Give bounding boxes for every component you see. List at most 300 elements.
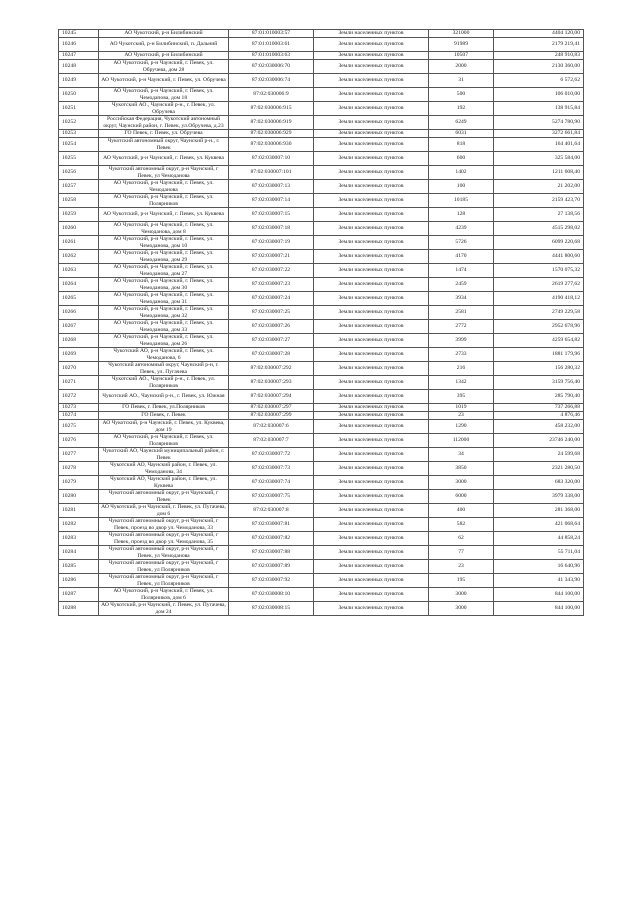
cadastral-number: 87:02:030007:19	[229, 236, 314, 250]
land-category: Земли населенных пунктов	[314, 462, 429, 476]
cadastral-cost: 106 010,00	[494, 88, 584, 102]
area-value: 128	[429, 208, 494, 222]
cadastral-cost: 138 915,84	[494, 102, 584, 116]
cadastral-cost: 4 876,46	[494, 412, 584, 420]
area-value: 6031	[429, 130, 494, 138]
row-number: 10283	[59, 532, 99, 546]
cadastral-number: 87:02:030007:101	[229, 166, 314, 180]
table-row	[59, 166, 584, 180]
row-number: 10265	[59, 292, 99, 306]
cadastral-number: 87:02:030007:24	[229, 292, 314, 306]
row-number: 10273	[59, 404, 99, 412]
land-category: Земли населенных пунктов	[314, 362, 429, 376]
land-category: Земли населенных пунктов	[314, 412, 429, 420]
land-category: Земли населенных пунктов	[314, 588, 429, 602]
table-row	[59, 412, 584, 420]
area-value: 112000	[429, 434, 494, 448]
address: Российская Федерация, Чукотский автономный округ, Чаунский район, г. Певек, ул.Обручева, д.23	[99, 116, 229, 130]
cadastral-number: 87:02:030007:10	[229, 152, 314, 166]
cadastral-cost: 325 584,00	[494, 152, 584, 166]
area-value: 2459	[429, 278, 494, 292]
address: Чукотский автономный округ, р-н Чаунский, г Певек, ул Чемоданова	[99, 546, 229, 560]
table-row	[59, 476, 584, 490]
cadastral-number: 87:02:030006:929	[229, 130, 314, 138]
cadastral-cost: 844 100,00	[494, 602, 584, 616]
area-value: 192	[429, 102, 494, 116]
cadastral-cost: 1881 179,96	[494, 348, 584, 362]
table-row	[59, 306, 584, 320]
cadastral-cost: 41 343,90	[494, 574, 584, 588]
area-value: 1342	[429, 376, 494, 390]
area-value: 3000	[429, 476, 494, 490]
address: АО Чукотский, р-н Чаунский, г. Певек, ул. Полярников	[99, 434, 229, 448]
address: АО Чукотский, р-н Чаунский, г. Певек, ул. Чемоданова, дом 10	[99, 236, 229, 250]
table-row	[59, 74, 584, 88]
row-number: 10267	[59, 320, 99, 334]
row-number: 10285	[59, 560, 99, 574]
land-category: Земли населенных пунктов	[314, 434, 429, 448]
address: Чукотский автономный округ, р-н Чаунский, г Певек, проезд во двор ул. Чемоданова, 33	[99, 518, 229, 532]
address: АО Чукотский, р-н Чаунский, г. Певек, ул. Пугачева, дом 24	[99, 602, 229, 616]
table-row	[59, 348, 584, 362]
row-number: 10288	[59, 602, 99, 616]
row-number: 10250	[59, 88, 99, 102]
row-number: 10268	[59, 334, 99, 348]
area-value: 400	[429, 504, 494, 518]
cadastral-number: 87:02:030007:28	[229, 348, 314, 362]
table-row	[59, 462, 584, 476]
row-number: 10254	[59, 138, 99, 152]
land-category: Земли населенных пунктов	[314, 138, 429, 152]
table-row	[59, 138, 584, 152]
address: АО Чукотский, р-н Чаунский, г. Певек, ул. Чемоданова, дом 32	[99, 306, 229, 320]
cadastral-number: 87:02:030007:25	[229, 306, 314, 320]
cadastral-value-table	[58, 29, 584, 616]
area-value: 600	[429, 152, 494, 166]
land-category: Земли населенных пунктов	[314, 130, 429, 138]
address: Чукотский АО, р-н Чаунский, г. Певек, ул. Чемоданова, 6	[99, 348, 229, 362]
table-row	[59, 250, 584, 264]
area-value: 77	[429, 546, 494, 560]
area-value: 2772	[429, 320, 494, 334]
area-value: 582	[429, 518, 494, 532]
cadastral-number: 87:01:010003:57	[229, 30, 314, 38]
area-value: 10507	[429, 52, 494, 60]
area-value: 195	[429, 574, 494, 588]
address: Чукотский автономный округ, р-н Чаунский, г Певек, проезд во двор ул. Чемоданова, 35	[99, 532, 229, 546]
cadastral-cost: 5274 780,90	[494, 116, 584, 130]
land-category: Земли населенных пунктов	[314, 102, 429, 116]
land-category: Земли населенных пунктов	[314, 306, 429, 320]
cadastral-cost: 421 068,64	[494, 518, 584, 532]
table-row	[59, 420, 584, 434]
area-value: 5726	[429, 236, 494, 250]
cadastral-number: 87:02:030006:930	[229, 138, 314, 152]
address: АО Чукотский, р-н Чаунский, г. Певек, ул. Чемоданова, дом 31	[99, 292, 229, 306]
table-row	[59, 292, 584, 306]
address: Чукотский АО., Чаунский р-н., г. Певек, ул. Южная	[99, 390, 229, 404]
cadastral-cost: 24 599,68	[494, 448, 584, 462]
area-value: 3000	[429, 602, 494, 616]
table-row	[59, 546, 584, 560]
row-number: 10261	[59, 236, 99, 250]
land-category: Земли населенных пунктов	[314, 38, 429, 52]
land-category: Земли населенных пунктов	[314, 348, 429, 362]
land-category: Земли населенных пунктов	[314, 152, 429, 166]
table-row	[59, 194, 584, 208]
cadastral-number: 87:02:030007:294	[229, 390, 314, 404]
row-number: 10270	[59, 362, 99, 376]
cadastral-number: 87:02:030007:82	[229, 532, 314, 546]
cadastral-cost: 27 138,56	[494, 208, 584, 222]
cadastral-cost: 16 640,96	[494, 560, 584, 574]
address: АО Чукотский, р-н Чаунский, г. Певек, ул. Пугачева, дом 6	[99, 504, 229, 518]
cadastral-number: 87:02:030007:22	[229, 264, 314, 278]
row-number: 10272	[59, 390, 99, 404]
table-row	[59, 560, 584, 574]
land-category: Земли населенных пунктов	[314, 546, 429, 560]
land-category: Земли населенных пунктов	[314, 52, 429, 60]
address: АО Чукотский, р-н Чаунский, г. Певек, ул. Чемоданова, дом 33	[99, 320, 229, 334]
row-number: 10286	[59, 574, 99, 588]
area-value: 4170	[429, 250, 494, 264]
row-number: 10260	[59, 222, 99, 236]
row-number: 10255	[59, 152, 99, 166]
address: Чукотский АО, Чаунский район, г. Певек, ул. Куквева	[99, 476, 229, 490]
area-value: 2581	[429, 306, 494, 320]
land-category: Земли населенных пунктов	[314, 208, 429, 222]
cadastral-number: 87:02:030007:21	[229, 250, 314, 264]
land-category: Земли населенных пунктов	[314, 476, 429, 490]
land-category: Земли населенных пунктов	[314, 74, 429, 88]
cadastral-number: 87:02:030007:26	[229, 320, 314, 334]
land-category: Земли населенных пунктов	[314, 390, 429, 404]
table-row	[59, 588, 584, 602]
address: АО Чукотский, р-н Чаунский, г. Певек, ул. Чемоданова, дом 26	[99, 334, 229, 348]
address: АО Чукотский, р-н Чаунский, г. Певек, ул. Куквева	[99, 152, 229, 166]
cadastral-number: 87:02:030007:293	[229, 376, 314, 390]
table-body	[59, 30, 584, 616]
land-category: Земли населенных пунктов	[314, 264, 429, 278]
row-number: 10277	[59, 448, 99, 462]
area-value: 3850	[429, 462, 494, 476]
land-category: Земли населенных пунктов	[314, 222, 429, 236]
row-number: 10271	[59, 376, 99, 390]
table-row	[59, 60, 584, 74]
area-value: 1290	[429, 420, 494, 434]
land-category: Земли населенных пунктов	[314, 88, 429, 102]
address: АО Чукотский, р-н Чаунский, г. Певек, ул. Полярников	[99, 194, 229, 208]
cadastral-cost: 2130 360,00	[494, 60, 584, 74]
cadastral-number: 87:02:030007:297	[229, 404, 314, 412]
area-value: 395	[429, 390, 494, 404]
table-row	[59, 264, 584, 278]
row-number: 10262	[59, 250, 99, 264]
table-row	[59, 222, 584, 236]
cadastral-cost: 2749 229,58	[494, 306, 584, 320]
row-number: 10264	[59, 278, 99, 292]
cadastral-number: 87:01:010003:63	[229, 52, 314, 60]
cadastral-number: 87:02:030008:15	[229, 602, 314, 616]
table-row	[59, 390, 584, 404]
cadastral-number: 87:02:030007:74	[229, 476, 314, 490]
row-number: 10266	[59, 306, 99, 320]
address: АО Чукотский, р-н Чаунский, г. Певек, ул. Чемоданова, дом 8	[99, 222, 229, 236]
land-category: Земли населенных пунктов	[314, 574, 429, 588]
area-value: 3000	[429, 588, 494, 602]
table-row	[59, 30, 584, 38]
land-category: Земли населенных пунктов	[314, 602, 429, 616]
address: АО Чукотский, р-н Чаунский, г. Певек, ул. Чемоданова, дом 27	[99, 264, 229, 278]
cadastral-number: 87:02:030006:919	[229, 116, 314, 130]
cadastral-number: 87:02:030007:81	[229, 518, 314, 532]
row-number: 10274	[59, 412, 99, 420]
area-value: 1474	[429, 264, 494, 278]
row-number: 10263	[59, 264, 99, 278]
row-number: 10247	[59, 52, 99, 60]
land-category: Земли населенных пунктов	[314, 194, 429, 208]
cadastral-cost: 55 711,04	[494, 546, 584, 560]
table-row	[59, 434, 584, 448]
cadastral-cost: 2619 277,62	[494, 278, 584, 292]
table-row	[59, 152, 584, 166]
address: Чукотский автономный округ, р-н Чаунский, г Певек, ул Чемоданова	[99, 166, 229, 180]
address: АО Чукотский, р-н Чаунский, г. Певек, ул. Чемоданова	[99, 180, 229, 194]
cadastral-cost: 285 790,40	[494, 390, 584, 404]
cadastral-number: 87:02:030007:299	[229, 412, 314, 420]
area-value: 6000	[429, 490, 494, 504]
cadastral-number: 87:02:030006:915	[229, 102, 314, 116]
land-category: Земли населенных пунктов	[314, 518, 429, 532]
row-number: 10256	[59, 166, 99, 180]
area-value: 23	[429, 412, 494, 420]
cadastral-cost: 281 368,00	[494, 504, 584, 518]
area-value: 216	[429, 362, 494, 376]
table-row	[59, 404, 584, 412]
land-category: Земли населенных пунктов	[314, 532, 429, 546]
area-value: 4239	[429, 222, 494, 236]
cadastral-cost: 44 858,24	[494, 532, 584, 546]
address: Чукотский автономный округ, Чаунский р-н., г. Певек	[99, 138, 229, 152]
address: Чукотский автономный округ, р-н Чаунский, г Певек, ул Полярников	[99, 574, 229, 588]
cadastral-number: 87:02:030007:13	[229, 180, 314, 194]
cadastral-cost: 2179 219,41	[494, 38, 584, 52]
cadastral-number: 87:02:030007:292	[229, 362, 314, 376]
address: АО Чукотский, р-н Чаунский, г. Певек, ул. Куквева, дом 19	[99, 420, 229, 434]
area-value: 1019	[429, 404, 494, 412]
table-row	[59, 376, 584, 390]
cadastral-cost: 21 202,00	[494, 180, 584, 194]
address: АО Чукотский, р-н Чаунский, г. Певек, ул. Обручева, дом 28	[99, 60, 229, 74]
land-category: Земли населенных пунктов	[314, 560, 429, 574]
row-number: 10282	[59, 518, 99, 532]
cadastral-number: 87:02:030006:70	[229, 60, 314, 74]
table-row	[59, 518, 584, 532]
cadastral-cost: 6099 220,68	[494, 236, 584, 250]
land-category: Земли населенных пунктов	[314, 236, 429, 250]
cadastral-cost: 3159 756,40	[494, 376, 584, 390]
cadastral-cost: 6 572,62	[494, 74, 584, 88]
area-value: 23	[429, 560, 494, 574]
row-number: 10253	[59, 130, 99, 138]
land-category: Земли населенных пунктов	[314, 180, 429, 194]
cadastral-number: 87:02:030007:7	[229, 434, 314, 448]
address: АО Чукотский, р-н Чаунский, г. Певек, ул. Полярников, дом 6	[99, 588, 229, 602]
area-value: 6249	[429, 116, 494, 130]
address: АО Чукотский, р-н Чаунский, г. Певек, ул. Чемодапова, дом 18	[99, 88, 229, 102]
area-value: 31	[429, 74, 494, 88]
address: АО Чукотский, р-н Чаунский, г. Певек, ул. Обручева	[99, 74, 229, 88]
row-number: 10246	[59, 38, 99, 52]
land-category: Земли населенных пунктов	[314, 448, 429, 462]
row-number: 10257	[59, 180, 99, 194]
cadastral-cost: 1211 608,40	[494, 166, 584, 180]
row-number: 10249	[59, 74, 99, 88]
cadastral-number: 87:02:030007:14	[229, 194, 314, 208]
address: Чукотский автономный округ, р-н Чаунский, г Певек	[99, 490, 229, 504]
area-value: 3934	[429, 292, 494, 306]
cadastral-cost: 2159 423,70	[494, 194, 584, 208]
cadastral-number: 87:02:030006:9	[229, 88, 314, 102]
cadastral-number: 87:01:010003:61	[229, 38, 314, 52]
land-category: Земли населенных пунктов	[314, 320, 429, 334]
address: АО Чукотский, р-н Чаунский, г. Певек, ул. Чемоданова, дом 29	[99, 250, 229, 264]
land-category: Земли населенных пунктов	[314, 116, 429, 130]
table-row	[59, 208, 584, 222]
land-category: Земли населенных пунктов	[314, 504, 429, 518]
address: АО Чукотский, р-н Чаунский, г. Певек, ул. Чемоданова, дом 30	[99, 278, 229, 292]
cadastral-number: 87:02:030007:8	[229, 504, 314, 518]
row-number: 10258	[59, 194, 99, 208]
area-value: 100	[429, 180, 494, 194]
row-number: 10251	[59, 102, 99, 116]
cadastral-cost: 4259 654,82	[494, 334, 584, 348]
cadastral-cost: 156 280,32	[494, 362, 584, 376]
row-number: 10245	[59, 30, 99, 38]
land-category: Земли населенных пунктов	[314, 404, 429, 412]
cadastral-cost: 683 320,00	[494, 476, 584, 490]
area-value: 2000	[429, 60, 494, 74]
cadastral-number: 87:02:030008:10	[229, 588, 314, 602]
address: ГО Певек, г. Певек	[99, 412, 229, 420]
address: Чукотский АО, Чаунский район, г. Певек, ул. Чемоданова, 34	[99, 462, 229, 476]
row-number: 10279	[59, 476, 99, 490]
address: Чукотский автономный округ, р-н Чаунский, г Певек, ул Полярников	[99, 560, 229, 574]
land-category: Земли населенных пунктов	[314, 292, 429, 306]
land-category: Земли населенных пунктов	[314, 376, 429, 390]
row-number: 10280	[59, 490, 99, 504]
address: АО Чукотский, р-н Билибинский, п. Дальний	[99, 38, 229, 52]
table-row	[59, 116, 584, 130]
table-row	[59, 102, 584, 116]
cadastral-number: 87:02:030007:23	[229, 278, 314, 292]
table-row	[59, 52, 584, 60]
area-value: 321000	[429, 30, 494, 38]
row-number: 10287	[59, 588, 99, 602]
address: Чукотский АО., Чаунский р-н., г. Певек, ул. Обручева	[99, 102, 229, 116]
address: Чукотский автономный округ, Чаунский р-н, г. Певек, ул. Пугачева	[99, 362, 229, 376]
row-number: 10269	[59, 348, 99, 362]
cadastral-number: 87:02:030007:72	[229, 448, 314, 462]
cadastral-number: 87:02:030007:92	[229, 574, 314, 588]
cadastral-number: 87:02:030007:73	[229, 462, 314, 476]
cadastral-number: 87:02:030007:27	[229, 334, 314, 348]
cadastral-number: 87:02:030007:88	[229, 546, 314, 560]
address: ГО Певек, г. Певек, ул. Обручева	[99, 130, 229, 138]
area-value: 2733	[429, 348, 494, 362]
table-row	[59, 236, 584, 250]
area-value: 3999	[429, 334, 494, 348]
cadastral-number: 87:02:030006:74	[229, 74, 314, 88]
land-category: Земли населенных пунктов	[314, 60, 429, 74]
area-value: 1402	[429, 166, 494, 180]
table-row	[59, 334, 584, 348]
cadastral-cost: 3272 661,84	[494, 130, 584, 138]
area-value: 500	[429, 88, 494, 102]
address: ГО Певек, г. Певек, ул.Полярников	[99, 404, 229, 412]
cadastral-cost: 4441 800,60	[494, 250, 584, 264]
table-row	[59, 88, 584, 102]
area-value: 818	[429, 138, 494, 152]
land-category: Земли населенных пунктов	[314, 250, 429, 264]
cadastral-number: 87:02:030007:75	[229, 490, 314, 504]
land-category: Земли населенных пунктов	[314, 420, 429, 434]
row-number: 10252	[59, 116, 99, 130]
area-value: 34	[429, 448, 494, 462]
table-row	[59, 448, 584, 462]
cadastral-cost: 2952 678,96	[494, 320, 584, 334]
table-row	[59, 180, 584, 194]
cadastral-cost: 248 910,83	[494, 52, 584, 60]
area-value: 62	[429, 532, 494, 546]
cadastral-number: 87:02:030007:18	[229, 222, 314, 236]
cadastral-cost: 4404 120,00	[494, 30, 584, 38]
table-row	[59, 574, 584, 588]
address: Чукотский АО., Чаунский р-н., г. Певек, ул. Полярников	[99, 376, 229, 390]
row-number: 10281	[59, 504, 99, 518]
cadastral-cost: 164 401,64	[494, 138, 584, 152]
cadastral-cost: 458 232,00	[494, 420, 584, 434]
row-number: 10275	[59, 420, 99, 434]
land-category: Земли населенных пунктов	[314, 166, 429, 180]
cadastral-number: 87:02:030007:15	[229, 208, 314, 222]
address: Чукотский АО, Чаунский муниципальный район, г. Певек	[99, 448, 229, 462]
table-row	[59, 130, 584, 138]
table-row	[59, 362, 584, 376]
cadastral-cost: 4190 418,12	[494, 292, 584, 306]
row-number: 10259	[59, 208, 99, 222]
land-category: Земли населенных пунктов	[314, 30, 429, 38]
cadastral-cost: 2321 280,50	[494, 462, 584, 476]
land-category: Земли населенных пунктов	[314, 490, 429, 504]
table-row	[59, 532, 584, 546]
area-value: 10185	[429, 194, 494, 208]
table-row	[59, 490, 584, 504]
land-category: Земли населенных пунктов	[314, 278, 429, 292]
table-row	[59, 320, 584, 334]
cadastral-cost: 4515 298,02	[494, 222, 584, 236]
row-number: 10248	[59, 60, 99, 74]
cadastral-cost: 844 100,00	[494, 588, 584, 602]
row-number: 10276	[59, 434, 99, 448]
table-row	[59, 38, 584, 52]
address: АО Чукотский, р-н Билибинский	[99, 30, 229, 38]
row-number: 10278	[59, 462, 99, 476]
row-number: 10284	[59, 546, 99, 560]
land-category: Земли населенных пунктов	[314, 334, 429, 348]
address: АО Чукотский, р-н Чаунский, г. Певек, ул. Куквева	[99, 208, 229, 222]
area-value: 91989	[429, 38, 494, 52]
